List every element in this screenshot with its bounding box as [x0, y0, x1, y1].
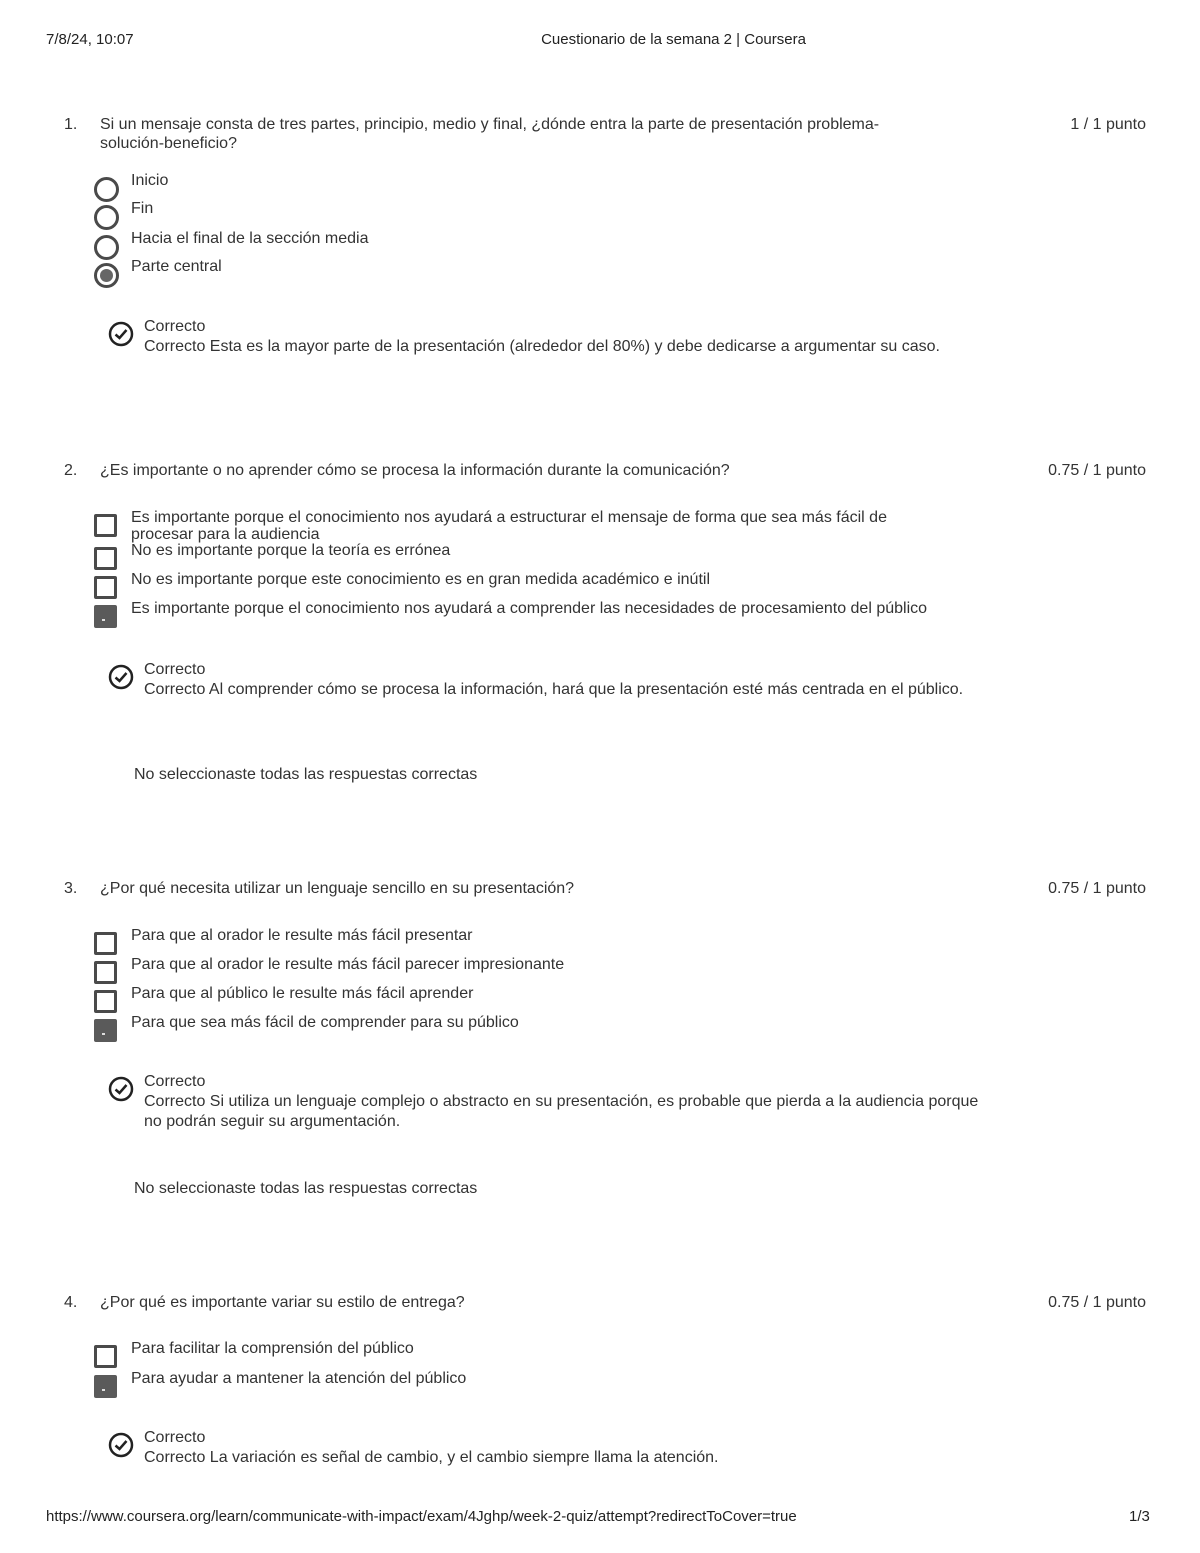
question-number: 3.	[64, 880, 78, 897]
question-text: Si un mensaje consta de tres partes, principio, medio y final, ¿dónde entra la parte de presentación problema-solución-beneficio?	[100, 116, 880, 152]
checkbox[interactable]	[94, 932, 117, 955]
checkbox[interactable]	[94, 576, 117, 599]
question-score: 1 / 1 punto	[1070, 116, 1146, 133]
radio-button[interactable]	[94, 177, 119, 202]
check-circle-icon	[108, 664, 134, 690]
checkbox-checked[interactable]	[94, 605, 117, 628]
option-label: Parte central	[131, 258, 222, 275]
option-label: Para facilitar la comprensión del público	[131, 1340, 414, 1357]
partial-answer-note: No seleccionaste todas las respuestas correctas	[134, 766, 478, 783]
question-number: 2.	[64, 462, 78, 479]
print-date: 7/8/24, 10:07	[46, 31, 134, 48]
check-circle-icon	[108, 321, 134, 347]
question-text: ¿Por qué es importante variar su estilo de entrega?	[100, 1294, 465, 1311]
option-label: Es importante porque el conocimiento nos ayudará a estructurar el mensaje de forma que sea más fácil de procesar para la audiencia	[131, 509, 887, 543]
feedback-title: Correcto	[144, 661, 206, 678]
checkbox[interactable]	[94, 547, 117, 570]
checkbox-checked[interactable]	[94, 1375, 117, 1398]
option-label: Para que al público le resulte más fácil aprender	[131, 985, 474, 1002]
page-number: 1/3	[1129, 1508, 1150, 1525]
feedback-title: Correcto	[144, 1429, 206, 1446]
option-label: Inicio	[131, 172, 169, 189]
option-label: Para que al orador le resulte más fácil presentar	[131, 927, 473, 944]
partial-answer-note: No seleccionaste todas las respuestas correctas	[134, 1180, 478, 1197]
feedback-title: Correcto	[144, 318, 206, 335]
checkbox[interactable]	[94, 1345, 117, 1368]
checkbox[interactable]	[94, 990, 117, 1013]
option-label: Hacia el final de la sección media	[131, 230, 369, 247]
feedback-message: Correcto Al comprender cómo se procesa la información, hará que la presentación esté más centrada en el público.	[144, 681, 964, 698]
question-text: ¿Por qué necesita utilizar un lenguaje sencillo en su presentación?	[100, 880, 575, 897]
option-label: Para que sea más fácil de comprender para su público	[131, 1014, 519, 1031]
footer-url: https://www.coursera.org/learn/communicate-with-impact/exam/4Jghp/week-2-quiz/attempt?redirectToCover=true	[46, 1508, 797, 1525]
check-circle-icon	[108, 1076, 134, 1102]
option-label: No es importante porque la teoría es errónea	[131, 542, 451, 559]
radio-button[interactable]	[94, 205, 119, 230]
radio-button[interactable]	[94, 235, 119, 260]
checkbox[interactable]	[94, 514, 117, 537]
question-score: 0.75 / 1 punto	[1048, 462, 1146, 479]
checkbox-checked[interactable]	[94, 1019, 117, 1042]
question-number: 1.	[64, 116, 78, 133]
question-number: 4.	[64, 1294, 78, 1311]
radio-button-selected[interactable]	[94, 263, 119, 288]
feedback-message: Correcto La variación es señal de cambio, y el cambio siempre llama la atención.	[144, 1449, 719, 1466]
option-label: Para ayudar a mantener la atención del público	[131, 1370, 467, 1387]
check-circle-icon	[108, 1432, 134, 1458]
option-label: Fin	[131, 200, 154, 217]
question-score: 0.75 / 1 punto	[1048, 880, 1146, 897]
option-label: No es importante porque este conocimiento es en gran medida académico e inútil	[131, 571, 710, 588]
checkbox[interactable]	[94, 961, 117, 984]
page-title: Cuestionario de la semana 2 | Coursera	[541, 31, 806, 48]
feedback-message: Correcto Si utiliza un lenguaje complejo o abstracto en su presentación, es probable que pierda a la audiencia porque no podrán seguir su argumentación.	[144, 1093, 979, 1130]
option-label: Es importante porque el conocimiento nos ayudará a comprender las necesidades de procesamiento del público	[131, 600, 928, 617]
feedback-message: Correcto Esta es la mayor parte de la presentación (alrededor del 80%) y debe dedicarse a argumentar su caso.	[144, 338, 940, 355]
option-label: Para que al orador le resulte más fácil parecer impresionante	[131, 956, 565, 973]
feedback-title: Correcto	[144, 1073, 206, 1090]
question-score: 0.75 / 1 punto	[1048, 1294, 1146, 1311]
question-text: ¿Es importante o no aprender cómo se procesa la información durante la comunicación?	[100, 462, 730, 479]
